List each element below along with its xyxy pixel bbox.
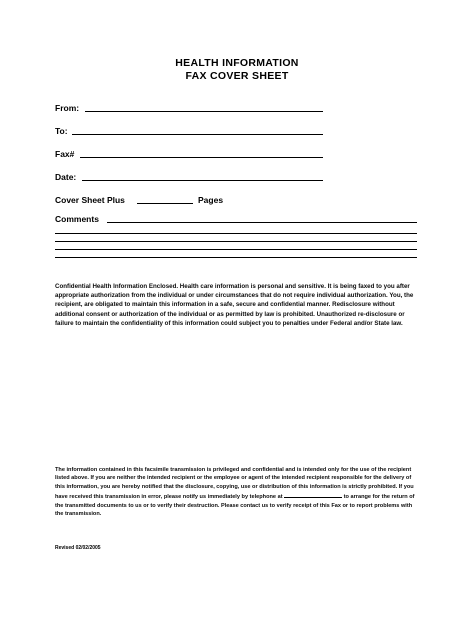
comments-line-3[interactable] [55,241,417,242]
page-count-field[interactable] [55,195,255,209]
page-count-line[interactable] [137,203,193,204]
privileged-notice [55,466,417,518]
privileged-notice-part-2: to arrange for the return of the transmitted documents to us or to verify their destruction. Please contact us to verify receipt of this Fax or to report problems with the transmission. [55,494,415,518]
comments-line-2[interactable] [55,233,417,234]
comments-label: Comments [55,214,99,224]
comments-line-1[interactable] [107,222,417,223]
from-label: From: [55,103,80,113]
telephone-line[interactable] [284,491,342,498]
fax-number-line[interactable] [80,157,323,158]
document-title-line-1: HEALTH INFORMATION [175,57,299,69]
fax-number-label: Fax# [55,149,75,159]
confidential-notice: Confidential Health Information Enclosed. Health care information is personal and sensitive. It is being faxed to you after appropriate authorization from the individual or under circumstances that do not require individual authorization. You, the recipient, are obligated to maintain this information in a safe, secure and confidential manner. Redisclosure without additional consent or authorization of the individual or as permitted by law is prohibited. Unauthorized re-disclosure or failure to maintain the confidentiality of this information could subject you to penalties under Federal and/or State law. [55,283,414,327]
cover-sheet-label: Cover Sheet Plus [55,195,125,205]
to-label: To: [55,126,68,136]
to-field[interactable] [55,126,325,140]
to-line[interactable] [72,134,323,135]
date-line[interactable] [82,180,323,181]
document-title-line-2: FAX COVER SHEET [185,70,289,82]
fax-number-field[interactable] [55,149,325,163]
date-label: Date: [55,172,77,182]
revision-date: Revised 02/02/2005 [55,545,101,551]
from-line[interactable] [85,111,323,112]
comments-line-5[interactable] [55,257,417,258]
privileged-notice-part-1: The information contained in this facsimile transmission is privileged and confidential and is intended only for the use of the recipient listed above. If you are neither the intended recipient or the employee or agent of the intended recipient responsible for the delivery of this information, you are hereby notified that the disclosure, copying, use or distribution of this information is strictly prohibited. If you have received this transmission in error, please notify us immediately by telephone at [55,467,414,501]
date-field[interactable] [55,172,325,186]
from-field[interactable] [55,103,325,117]
comments-line-4[interactable] [55,249,417,250]
comments-field[interactable] [55,214,417,228]
pages-label: Pages [198,195,224,205]
